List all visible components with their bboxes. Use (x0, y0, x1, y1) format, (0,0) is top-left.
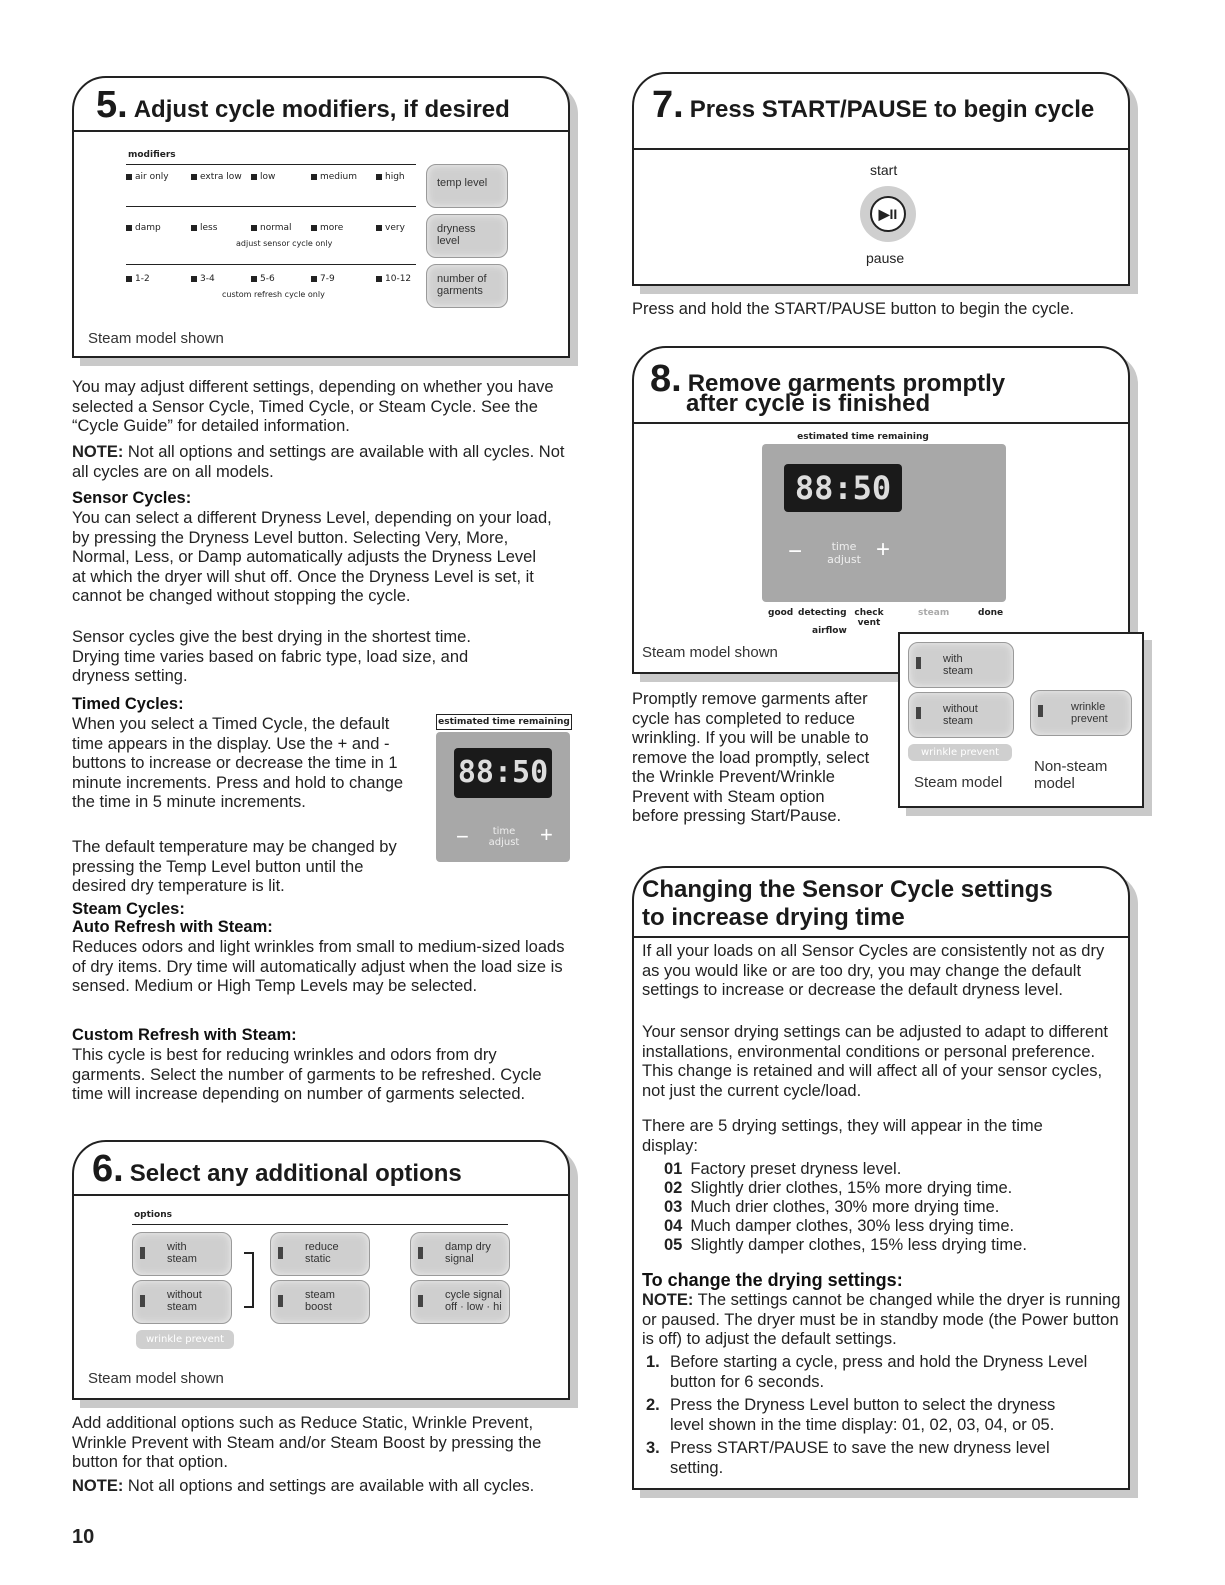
time-adjust-label: time adjust (488, 826, 520, 848)
section-9-paragraph-2: Your sensor drying settings can be adjusted to adapt to different installations, environmental conditions or personal preference. This change is retained and will affect all of your sensor cycles, not just the current cycle/load. (642, 1023, 1108, 1100)
inset-wrinkle-prevent-label: wrinkle prevent (908, 744, 1012, 761)
modifiers-row-garments: 1-2 3-4 5-6 7-9 10-12 custom refresh cycle only (126, 274, 426, 304)
bracket-icon (244, 1252, 254, 1308)
dryness-setting-01: 01 Factory preset dryness level. (664, 1160, 902, 1178)
steam-cycles-heading: Steam Cycles: (72, 900, 185, 918)
page-number: 10 (72, 1526, 95, 1548)
section-8-title: 8. Remove garments promptly (650, 358, 1006, 400)
minus-button[interactable]: − (456, 824, 469, 849)
plus-button[interactable]: + (540, 822, 553, 847)
auto-refresh-paragraph: Reduces odors and light wrinkles from small to medium-sized loads of dry items. Dry time will automatically adjust when the load size is sensed. Medium or High Temp Levels may be selected. (72, 938, 565, 995)
section-7-box (632, 72, 1130, 286)
section-8-title-line2: after cycle is finished (686, 390, 931, 417)
inset-with-steam-button[interactable]: with steam (908, 642, 1014, 688)
plus-icon[interactable]: + (876, 536, 891, 563)
section-8-box (632, 346, 1130, 674)
estimated-time-label: estimated time remaining (436, 714, 572, 730)
nonsteam-wrinkle-prevent-button[interactable]: wrinkle prevent (1030, 690, 1132, 736)
damp-dry-signal-button[interactable]: damp dry signal (410, 1232, 510, 1276)
modifiers-row-dryness: damp less normal more very adjust sensor cycle only (126, 223, 426, 253)
auto-refresh-heading: Auto Refresh with Steam: (72, 918, 273, 936)
section-8-caption: Steam model shown (642, 644, 778, 661)
wrinkle-prevent-inset (898, 632, 1144, 808)
time-digits: 88:50 (454, 748, 552, 798)
section-6-caption: Steam model shown (88, 1370, 224, 1387)
section-6-title: 6. Select any additional options (92, 1148, 462, 1190)
modifiers-heading: modifiers (128, 150, 176, 160)
start-label: start (870, 162, 898, 178)
cycle-signal-button[interactable]: cycle signal off · low · hi (410, 1280, 510, 1324)
sensor-cycles-heading: Sensor Cycles: (72, 489, 192, 507)
custom-refresh-heading: Custom Refresh with Steam: (72, 1026, 297, 1044)
time-adjust-label-large: time adjust (827, 540, 861, 566)
dryness-setting-05: 05 Slightly damper clothes, 15% less drying time. (664, 1236, 1027, 1254)
estimated-time-remaining-label: estimated time remaining (797, 432, 929, 442)
section-5-box (72, 76, 570, 358)
wrinkle-prevent-label: wrinkle prevent (136, 1330, 234, 1349)
section-7-paragraph: Press and hold the START/PAUSE button to begin the cycle. (632, 300, 1075, 318)
inset-nonsteam-caption: Non-steam model (1034, 758, 1108, 792)
sensor-cycles-paragraph: You can select a different Dryness Level, depending on your load, by pressing the Dryness Level button. Selecting Very, More, Normal, Less, or Damp automatically adjusts the Dryness Level at which the dryer will shut off. Once the Dryness Level is set, it cannot be changed without stopping the cycle. (72, 509, 552, 605)
intro-paragraph: You may adjust different settings, depending on whether you have selected a Sensor Cycle, Timed Cycle, or Steam Cycle. See the “Cycle Guide” for detailed information. (72, 378, 554, 435)
minus-icon[interactable]: − (788, 538, 803, 565)
steam-boost-button[interactable]: steam boost (270, 1280, 370, 1324)
section-5-caption: Steam model shown (88, 330, 224, 347)
timed-display-graphic (436, 714, 570, 862)
with-steam-button[interactable]: with steam (132, 1232, 232, 1276)
reduce-static-button[interactable]: reduce static (270, 1232, 370, 1276)
section-7-title: 7. Press START/PAUSE to begin cycle (652, 84, 1095, 126)
sensor-cycles-paragraph-2: Sensor cycles give the best drying in the shortest time. Drying time varies based on fabric type, load size, and dryness setting. (72, 628, 471, 685)
dryness-level-button[interactable]: dryness level (426, 214, 508, 258)
start-pause-button[interactable] (860, 186, 916, 242)
timed-cycles-paragraph-2: The default temperature may be changed by pressing the Temp Level button until the desired dry temperature is lit. (72, 838, 397, 895)
inset-without-steam-button[interactable]: without steam (908, 692, 1014, 738)
custom-refresh-paragraph: This cycle is best for reducing wrinkles and odors from dry garments. Select the number of garments to be refreshed. Cycle time will increase depending on number of garments selected. (72, 1046, 542, 1103)
status-indicators: good detecting check vent steam done airflow (768, 608, 1004, 636)
change-settings-heading: To change the drying settings: (642, 1270, 903, 1290)
time-digits-large: 88:50 (784, 464, 902, 512)
note-1: NOTE: Not all options and settings are available with all cycles. Not all cycles are on all models. (72, 443, 565, 481)
timed-cycles-heading: Timed Cycles: (72, 695, 184, 713)
dryness-setting-03: 03 Much drier clothes, 30% more drying time. (664, 1198, 1000, 1216)
number-of-garments-button[interactable]: number of garments (426, 264, 508, 308)
modifiers-row-temp: air only extra low low medium high (126, 172, 426, 202)
section-6-paragraph: Add additional options such as Reduce Static, Wrinkle Prevent, Wrinkle Prevent with Steam and/or Steam Boost by pressing the button for that option. (72, 1414, 542, 1471)
section-8-paragraph: Promptly remove garments after cycle has completed to reduce wrinkling. If you will be unable to remove the load promptly, select the Wrinkle Prevent/Wrinkle Prevent with Steam option before pressing Start/Pause. (632, 690, 870, 825)
custom-refresh-note: custom refresh cycle only (222, 290, 325, 299)
dryness-setting-02: 02 Slightly drier clothes, 15% more drying time. (664, 1179, 1013, 1197)
section-5-title: 5. Adjust cycle modifiers, if desired (96, 84, 510, 126)
without-steam-button[interactable]: without steam (132, 1280, 232, 1324)
section-6-box (72, 1140, 570, 1400)
section-9-title-line2: to increase drying time (642, 904, 905, 931)
temp-level-button[interactable]: temp level (426, 164, 508, 208)
play-pause-icon: ▶II (870, 196, 906, 232)
pause-label: pause (866, 250, 905, 266)
dryness-setting-04: 04 Much damper clothes, 30% less drying time. (664, 1217, 1015, 1235)
note-2: NOTE: Not all options and settings are available with all cycles. (72, 1477, 535, 1495)
section-9-paragraph-3: There are 5 drying settings, they will appear in the time display: (642, 1117, 1043, 1155)
adjust-sensor-note: adjust sensor cycle only (236, 239, 333, 248)
section-9-title: Changing the Sensor Cycle settings (642, 876, 1053, 903)
options-heading: options (134, 1210, 172, 1220)
section-9-paragraph-1: If all your loads on all Sensor Cycles are consistently not as dry as you would like or are too dry, you may change the default settings to increase or decrease the default dryness level. (642, 942, 1105, 999)
change-settings-note: NOTE: The settings cannot be changed while the dryer is running or paused. The dryer must be in standby mode (the Power button is off) to adjust the default settings. (642, 1291, 1121, 1348)
timed-cycles-paragraph: When you select a Timed Cycle, the default time appears in the display. Use the + and - buttons to increase or decrease the time in 1 minute increments. Press and hold to change the time in 5 minute increments. (72, 715, 404, 811)
inset-steam-caption: Steam model (914, 774, 1003, 791)
